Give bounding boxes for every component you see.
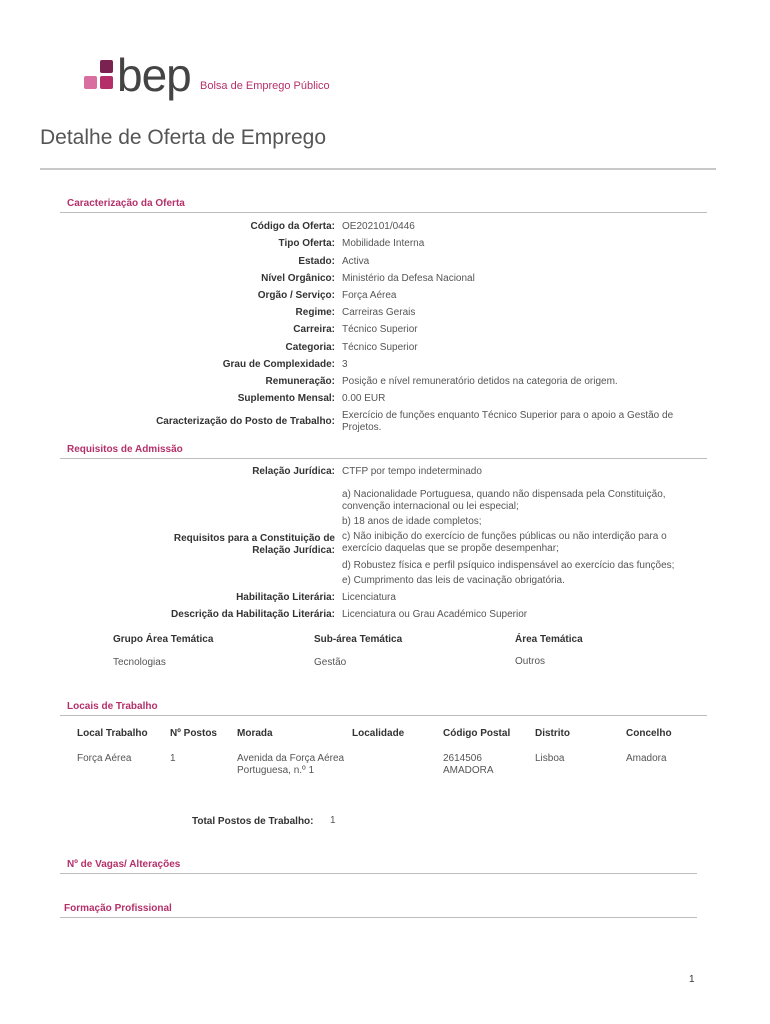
- table-cell: Força Aérea: [77, 753, 132, 764]
- section-locais-title: Locais de Trabalho: [67, 701, 158, 712]
- field-label: Nível Orgânico:: [261, 273, 335, 284]
- field-value: Licenciatura: [342, 592, 396, 603]
- table-cell: Gestão: [314, 657, 347, 668]
- field-label: Categoria:: [285, 342, 335, 353]
- field-value: Técnico Superior: [342, 324, 418, 335]
- table-header: Grupo Área Temática: [113, 634, 214, 645]
- page-number: 1: [689, 974, 695, 985]
- field-label: Grau de Complexidade:: [222, 359, 335, 370]
- section-caracterizacao-title: Caracterização da Oferta: [67, 198, 185, 209]
- field-value: Técnico Superior: [342, 342, 418, 353]
- field-label: Relação Jurídica:: [252, 545, 335, 556]
- field-value: Mobilidade Interna: [342, 238, 425, 249]
- field-label: Orgão / Serviço:: [257, 290, 335, 301]
- field-label: Carreira:: [293, 324, 335, 335]
- list-item: c) Não inibição do exercício de funções públicas ou não interdição para o exercício daquelas que se propõe desempenhar;: [342, 531, 667, 554]
- list-item: b) 18 anos de idade completos;: [342, 516, 482, 527]
- table-header: Localidade: [352, 728, 405, 739]
- field-label: Suplemento Mensal:: [237, 393, 335, 404]
- section-requisitos-title: Requisitos de Admissão: [67, 444, 183, 455]
- field-label: Código da Oferta:: [250, 221, 335, 232]
- logo-square-icon: [100, 60, 113, 73]
- field-label: Remuneração:: [265, 376, 335, 387]
- field-label: Caracterização do Posto de Trabalho:: [156, 416, 335, 427]
- field-value: Licenciatura ou Grau Académico Superior: [342, 609, 528, 620]
- logo-square-icon: [100, 76, 113, 89]
- table-cell: 1: [170, 753, 176, 764]
- table-header: Sub-área Temática: [314, 634, 403, 645]
- table-header: Concelho: [626, 728, 672, 739]
- table-cell: Amadora: [626, 753, 667, 764]
- table-header: Nº Postos: [170, 728, 217, 739]
- title-divider: [40, 168, 716, 170]
- list-item: a) Nacionalidade Portuguesa, quando não dispensada pela Constituição, convenção internacional ou lei especial;: [342, 489, 666, 512]
- field-label: Relação Jurídica:: [252, 466, 335, 477]
- section-divider: [60, 873, 697, 874]
- table-header: Código Postal: [443, 728, 511, 739]
- field-value: OE202101/0446: [342, 221, 415, 232]
- total-postos-value: 1: [330, 815, 336, 826]
- table-header: Local Trabalho: [77, 728, 148, 739]
- section-divider: [60, 715, 707, 716]
- page-title: Detalhe de Oferta de Emprego: [40, 126, 327, 149]
- table-cell: Lisboa: [535, 753, 565, 764]
- field-value: CTFP por tempo indeterminado: [342, 466, 482, 477]
- field-label: Habilitação Literária:: [236, 592, 335, 603]
- section-vagas-title: Nº de Vagas/ Alterações: [67, 859, 181, 870]
- field-value: Ministério da Defesa Nacional: [342, 273, 475, 284]
- table-header: Morada: [237, 728, 273, 739]
- logo-text: bep: [117, 49, 191, 101]
- field-label: Requisitos para a Constituição de: [173, 533, 335, 544]
- field-value: 0.00 EUR: [342, 393, 386, 404]
- section-divider: [60, 917, 697, 918]
- logo-tagline: Bolsa de Emprego Público: [200, 80, 330, 92]
- list-item: e) Cumprimento das leis de vacinação obrigatória.: [342, 575, 565, 586]
- section-divider: [60, 212, 707, 213]
- section-divider: [60, 458, 707, 459]
- table-header: Distrito: [535, 728, 570, 739]
- field-value: 3: [342, 359, 348, 370]
- section-formacao-title: Formação Profissional: [64, 903, 172, 914]
- field-label: Regime:: [295, 307, 335, 318]
- table-cell: Avenida da Força Aérea Portuguesa, n.º 1: [237, 753, 345, 776]
- table-cell: 2614506 AMADORA: [443, 753, 494, 776]
- field-value: Posição e nível remuneratório detidos na categoria de origem.: [342, 376, 618, 387]
- field-value: Carreiras Gerais: [342, 307, 416, 318]
- field-label: Descrição da Habilitação Literária:: [171, 609, 335, 620]
- logo-square-icon: [84, 76, 97, 89]
- field-value: Activa: [342, 256, 370, 267]
- list-item: d) Robustez física e perfil psíquico indispensável ao exercício das funções;: [342, 560, 675, 571]
- table-cell: Outros: [515, 656, 546, 667]
- total-postos-label: Total Postos de Trabalho:: [192, 816, 314, 827]
- table-cell: Tecnologias: [113, 657, 166, 668]
- table-header: Área Temática: [515, 634, 583, 645]
- field-value: Exercício de funções enquanto Técnico Superior para o apoio a Gestão de Projetos.: [342, 410, 674, 433]
- field-label: Tipo Oferta:: [278, 238, 335, 249]
- field-value: Força Aérea: [342, 290, 397, 301]
- field-label: Estado:: [298, 256, 335, 267]
